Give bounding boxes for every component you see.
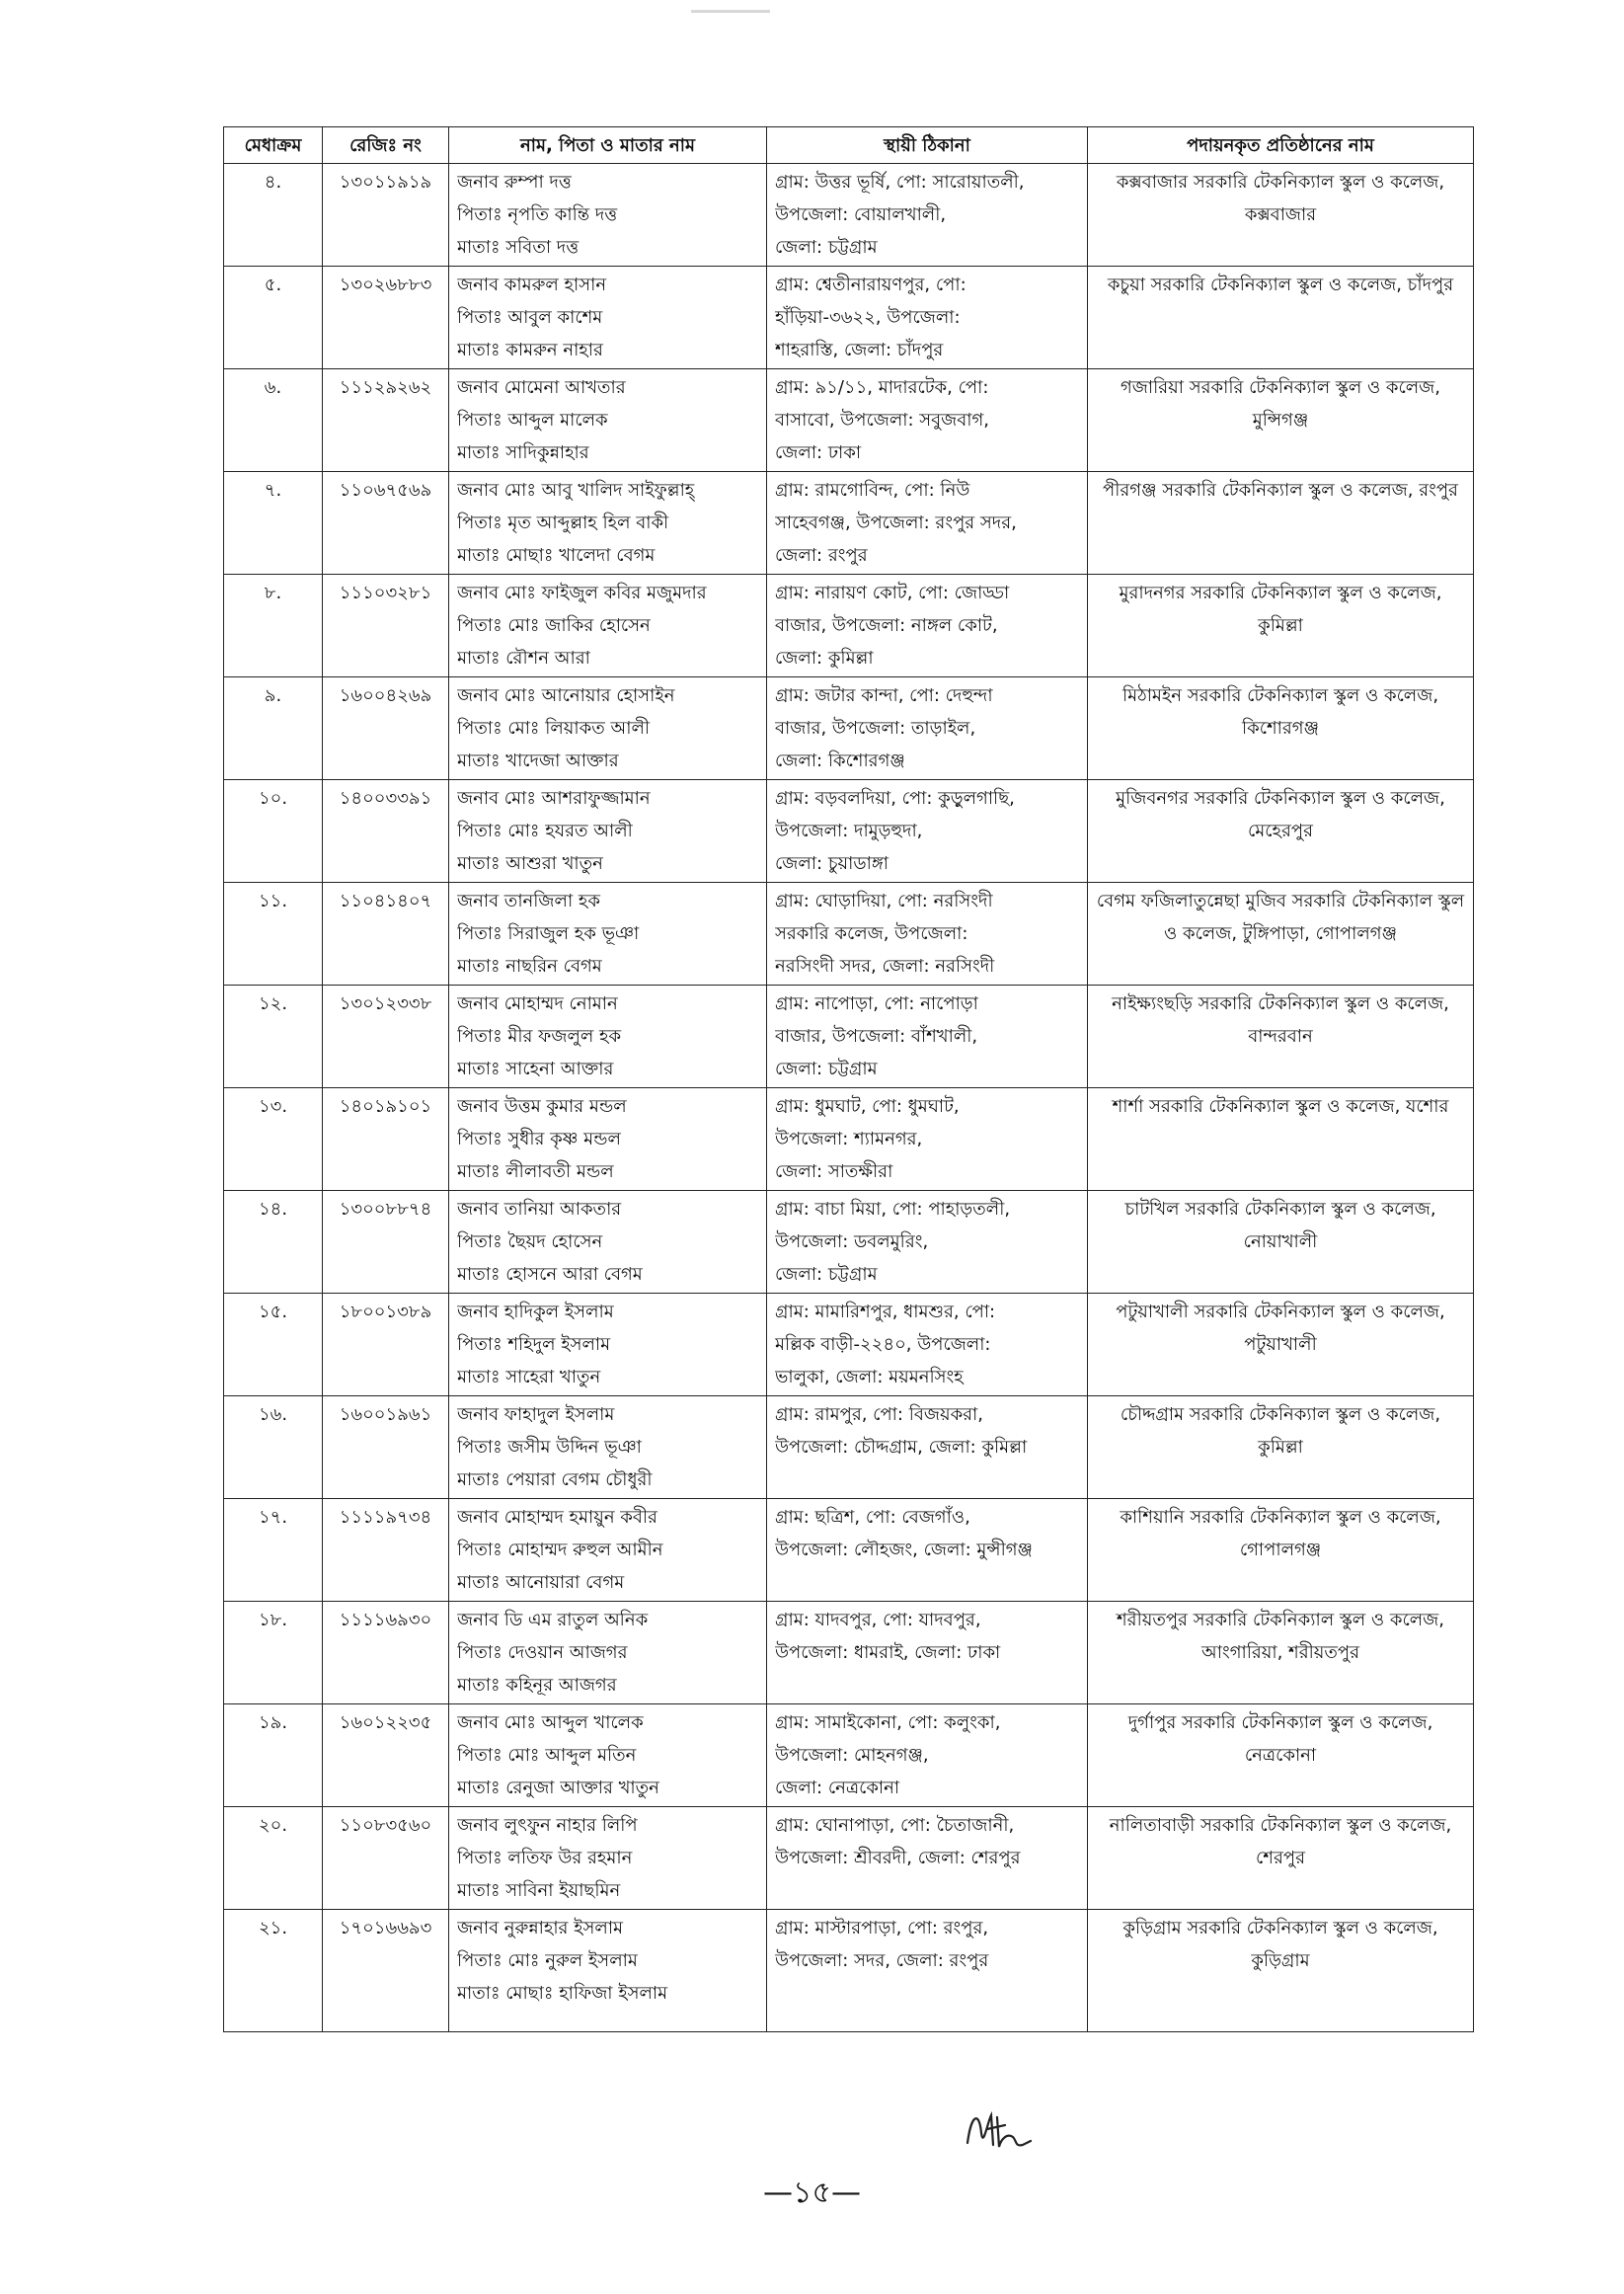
table-row <box>224 986 1474 1088</box>
address-cell <box>767 472 1088 575</box>
mother-name: মাতাঃ সাহেনা আক্তার <box>457 1059 614 1079</box>
registration-cell: ১৬০০৪২৬৯ <box>323 677 449 780</box>
address-cell <box>767 780 1088 883</box>
address-line: উপজেলা: দামুড়হুদা, <box>775 821 923 841</box>
table-row <box>224 1602 1474 1704</box>
candidate-name: জনাব মোঃ আশরাফুজ্জামান <box>457 788 651 809</box>
address-line: জেলা: চট্টগ্রাম <box>775 237 878 258</box>
father-name: পিতাঃ দেওয়ান আজগর <box>457 1642 628 1663</box>
address-line: ভালুকা, জেলা: ময়মনসিংহ <box>775 1367 964 1387</box>
father-name: পিতাঃ লতিফ উর রহমান <box>457 1848 633 1868</box>
address-line: গ্রাম: নাপোড়া, পো: নাপোড়া <box>775 993 978 1014</box>
table-row <box>224 883 1474 986</box>
table-header-row <box>224 127 1474 164</box>
name-cell <box>449 677 767 780</box>
candidate-name: জনাব তানজিলা হক <box>457 891 600 911</box>
father-name: পিতাঃ মীর ফজলুল হক <box>457 1026 622 1047</box>
institution-cell: চৌদ্দগ্রাম সরকারি টেকনিক্যাল স্কুল ও কলেজ, কুমিল্লা <box>1088 1396 1474 1499</box>
candidate-name: জনাব মোঃ ফাইজুল কবির মজুমদার <box>457 583 707 603</box>
institution-cell: দুর্গাপুর সরকারি টেকনিক্যাল স্কুল ও কলেজ, নেত্রকোনা <box>1088 1704 1474 1807</box>
header-posted-institution: পদায়নকৃত প্রতিষ্ঠানের নাম <box>1088 127 1474 164</box>
institution-cell: নাইক্ষ্যংছড়ি সরকারি টেকনিক্যাল স্কুল ও কলেজ, বান্দরবান <box>1088 986 1474 1088</box>
mother-name: মাতাঃ আনোয়ারা বেগম <box>457 1572 625 1593</box>
address-line: উপজেলা: শ্যামনগর, <box>775 1129 923 1149</box>
address-line: গ্রাম: বাচা মিয়া, পো: পাহাড়তলী, <box>775 1199 1011 1220</box>
registration-cell: ১৩০০৮৮৭৪ <box>323 1191 449 1294</box>
serial-cell: ৮. <box>224 575 323 677</box>
institution-cell: কচুয়া সরকারি টেকনিক্যাল স্কুল ও কলেজ, চাঁদপুর <box>1088 267 1474 369</box>
address-line: জেলা: ঢাকা <box>775 442 862 463</box>
address-line: গ্রাম: ছত্রিশ, পো: বেজগাঁও, <box>775 1507 970 1528</box>
name-cell <box>449 164 767 267</box>
serial-cell: ৭. <box>224 472 323 575</box>
candidate-name: জনাব রুম্পা দত্ত <box>457 172 572 193</box>
table-row <box>224 1396 1474 1499</box>
address-line: গ্রাম: রামপুর, পো: বিজয়করা, <box>775 1404 983 1425</box>
candidate-name: জনাব নুরুন্নাহার ইসলাম <box>457 1918 624 1938</box>
father-name: পিতাঃ মোঃ লিয়াকত আলী <box>457 718 651 739</box>
institution-cell: শার্শা সরকারি টেকনিক্যাল স্কুল ও কলেজ, যশোর <box>1088 1088 1474 1191</box>
address-line: জেলা: কুমিল্লা <box>775 648 874 669</box>
address-line: গ্রাম: ঘোড়াদিয়া, পো: নরসিংদী <box>775 891 993 911</box>
serial-cell: ১৬. <box>224 1396 323 1499</box>
name-cell <box>449 1602 767 1704</box>
address-line: হাঁড়িয়া-৩৬২২, উপজেলা: <box>775 307 961 328</box>
address-line: উপজেলা: ধামরাই, জেলা: ঢাকা <box>775 1642 1001 1663</box>
table-row <box>224 1499 1474 1602</box>
address-line: উপজেলা: ডবলমুরিং, <box>775 1231 929 1252</box>
name-cell <box>449 883 767 986</box>
address-line: উপজেলা: সদর, জেলা: রংপুর <box>775 1950 989 1971</box>
registration-cell: ১১১১৬৯৩০ <box>323 1602 449 1704</box>
registration-cell: ১৪০১৯১০১ <box>323 1088 449 1191</box>
address-cell <box>767 1088 1088 1191</box>
table-row <box>224 267 1474 369</box>
address-line: গ্রাম: সামাইকোনা, পো: কলুংকা, <box>775 1712 1001 1733</box>
table-row <box>224 1807 1474 1910</box>
address-line: জেলা: চট্টগ্রাম <box>775 1264 878 1285</box>
serial-cell: ৫. <box>224 267 323 369</box>
candidate-name: জনাব ডি এম রাতুল অনিক <box>457 1610 649 1630</box>
serial-cell: ১৭. <box>224 1499 323 1602</box>
name-cell <box>449 369 767 472</box>
serial-cell: ১২. <box>224 986 323 1088</box>
registration-cell: ১৮০০১৩৮৯ <box>323 1294 449 1396</box>
address-line: উপজেলা: চৌদ্দগ্রাম, জেলা: কুমিল্লা <box>775 1437 1028 1458</box>
mother-name: মাতাঃ রৌশন আরা <box>457 648 590 669</box>
father-name: পিতাঃ সিরাজুল হক ভূঞা <box>457 923 640 944</box>
merit-list-table <box>223 126 1474 2032</box>
institution-cell: কক্সবাজার সরকারি টেকনিক্যাল স্কুল ও কলেজ, কক্সবাজার <box>1088 164 1474 267</box>
name-cell <box>449 1910 767 2032</box>
address-cell <box>767 164 1088 267</box>
serial-cell: ৯. <box>224 677 323 780</box>
address-line: জেলা: কিশোরগঞ্জ <box>775 751 905 771</box>
registration-cell: ১৭০১৬৬৯৩ <box>323 1910 449 2032</box>
address-line: জেলা: সাতক্ষীরা <box>775 1161 893 1182</box>
registration-cell: ১৬০০১৯৬১ <box>323 1396 449 1499</box>
institution-cell: শরীয়তপুর সরকারি টেকনিক্যাল স্কুল ও কলেজ, আংগারিয়া, শরীয়তপুর <box>1088 1602 1474 1704</box>
father-name: পিতাঃ আবুল কাশেম <box>457 307 603 328</box>
registration-cell: ১৪০০৩৩৯১ <box>323 780 449 883</box>
address-cell <box>767 1396 1088 1499</box>
serial-cell: ৬. <box>224 369 323 472</box>
father-name: পিতাঃ শহিদুল ইসলাম <box>457 1334 611 1355</box>
registration-cell: ১১১২৯২৬২ <box>323 369 449 472</box>
name-cell <box>449 986 767 1088</box>
father-name: পিতাঃ মোঃ হযরত আলী <box>457 821 633 841</box>
address-line: গ্রাম: মাস্টারপাড়া, পো: রংপুর, <box>775 1918 989 1938</box>
father-name: পিতাঃ মোঃ নুরুল ইসলাম <box>457 1950 638 1971</box>
mother-name: মাতাঃ সাদিকুন্নাহার <box>457 442 589 463</box>
candidate-name: জনাব ফাহাদুল ইসলাম <box>457 1404 615 1425</box>
name-cell <box>449 780 767 883</box>
father-name: পিতাঃ মোহাম্মদ রুহুল আমীন <box>457 1540 663 1560</box>
father-name: পিতাঃ ছৈয়দ হোসেন <box>457 1231 603 1252</box>
address-cell <box>767 267 1088 369</box>
mother-name: মাতাঃ নাছরিন বেগম <box>457 956 602 977</box>
institution-cell: পটুয়াখালী সরকারি টেকনিক্যাল স্কুল ও কলেজ, পটুয়াখালী <box>1088 1294 1474 1396</box>
page-number: —১৫— <box>763 2175 861 2210</box>
address-line: গ্রাম: শ্বেতীনারায়ণপুর, পো: <box>775 275 967 295</box>
signature-mark <box>958 2103 1037 2163</box>
institution-cell: গজারিয়া সরকারি টেকনিক্যাল স্কুল ও কলেজ, মুন্সিগঞ্জ <box>1088 369 1474 472</box>
mother-name: মাতাঃ কহিনূর আজগর <box>457 1675 617 1696</box>
table-row <box>224 575 1474 677</box>
candidate-name: জনাব কামরুল হাসান <box>457 275 607 295</box>
mother-name: মাতাঃ লীলাবতী মন্ডল <box>457 1161 614 1182</box>
registration-cell: ১১০৬৭৫৬৯ <box>323 472 449 575</box>
name-cell <box>449 1807 767 1910</box>
serial-cell: ১৪. <box>224 1191 323 1294</box>
address-cell <box>767 1704 1088 1807</box>
address-line: উপজেলা: শ্রীবরদী, জেলা: শেরপুর <box>775 1848 1021 1868</box>
address-line: গ্রাম: নারায়ণ কোট, পো: জোড্ডা <box>775 583 1010 603</box>
institution-cell: নালিতাবাড়ী সরকারি টেকনিক্যাল স্কুল ও কলেজ, শেরপুর <box>1088 1807 1474 1910</box>
address-cell <box>767 1191 1088 1294</box>
mother-name: মাতাঃ সবিতা দত্ত <box>457 237 580 258</box>
candidate-name: জনাব মোঃ আব্দুল খালেক <box>457 1712 644 1733</box>
institution-cell: পীরগঞ্জ সরকারি টেকনিক্যাল স্কুল ও কলেজ, রংপুর <box>1088 472 1474 575</box>
mother-name: মাতাঃ খাদেজা আক্তার <box>457 751 619 771</box>
address-cell <box>767 677 1088 780</box>
serial-cell: ২১. <box>224 1910 323 2032</box>
name-cell <box>449 1191 767 1294</box>
institution-cell: বেগম ফজিলাতুন্নেছা মুজিব সরকারি টেকনিক্যাল স্কুল ও কলেজ, টুঙ্গিপাড়া, গোপালগঞ্জ <box>1088 883 1474 986</box>
address-line: গ্রাম: মামারিশপুর, ধামশুর, পো: <box>775 1302 996 1322</box>
address-line: জেলা: রংপুর <box>775 545 868 566</box>
mother-name: মাতাঃ সাবিনা ইয়াছমিন <box>457 1880 621 1901</box>
institution-cell: কাশিয়ানি সরকারি টেকনিক্যাল স্কুল ও কলেজ, গোপালগঞ্জ <box>1088 1499 1474 1602</box>
institution-cell: মিঠামইন সরকারি টেকনিক্যাল স্কুল ও কলেজ, কিশোরগঞ্জ <box>1088 677 1474 780</box>
mother-name: মাতাঃ মোছাঃ খালেদা বেগম <box>457 545 656 566</box>
address-line: নরসিংদী সদর, জেলা: নরসিংদী <box>775 956 995 977</box>
address-line: গ্রাম: ৯১/১১, মাদারটেক, পো: <box>775 377 989 398</box>
institution-cell: চাটখিল সরকারি টেকনিক্যাল স্কুল ও কলেজ, নোয়াখালী <box>1088 1191 1474 1294</box>
address-cell <box>767 1499 1088 1602</box>
registration-cell: ১৩০১১৯১৯ <box>323 164 449 267</box>
registration-cell: ১১১১৯৭৩৪ <box>323 1499 449 1602</box>
header-name-parents: নাম, পিতা ও মাতার নাম <box>449 127 767 164</box>
registration-cell: ১৩০২৬৮৮৩ <box>323 267 449 369</box>
address-line: গ্রাম: রামগোবিন্দ, পো: নিউ <box>775 480 970 501</box>
address-line: জেলা: চট্টগ্রাম <box>775 1059 878 1079</box>
name-cell <box>449 1499 767 1602</box>
table-row <box>224 369 1474 472</box>
candidate-name: জনাব তানিয়া আকতার <box>457 1199 622 1220</box>
address-line: গ্রাম: ধুমঘাট, পো: ধুমঘাট, <box>775 1096 960 1117</box>
institution-cell: মুরাদনগর সরকারি টেকনিক্যাল স্কুল ও কলেজ, কুমিল্লা <box>1088 575 1474 677</box>
candidate-name: জনাব মোঃ আবু খালিদ সাইফুল্লাহ্ <box>457 480 695 501</box>
serial-cell: ১১. <box>224 883 323 986</box>
name-cell <box>449 1294 767 1396</box>
name-cell <box>449 472 767 575</box>
address-cell <box>767 575 1088 677</box>
address-line: বাসাবো, উপজেলা: সবুজবাগ, <box>775 410 990 431</box>
mother-name: মাতাঃ পেয়ারা বেগম চৌধুরী <box>457 1469 653 1490</box>
address-line: সাহেবগঞ্জ, উপজেলা: রংপুর সদর, <box>775 513 1017 533</box>
address-line: উপজেলা: বোয়ালখালী, <box>775 204 947 225</box>
candidate-name: জনাব হাদিকুল ইসলাম <box>457 1302 614 1322</box>
name-cell <box>449 1396 767 1499</box>
serial-cell: ১৫. <box>224 1294 323 1396</box>
address-line: বাজার, উপজেলা: বাঁশখালী, <box>775 1026 978 1047</box>
header-registration: রেজিঃ নং <box>323 127 449 164</box>
father-name: পিতাঃ জসীম উদ্দিন ভূঞা <box>457 1437 642 1458</box>
candidate-name: জনাব মোঃ আনোয়ার হোসাইন <box>457 685 675 706</box>
mother-name: মাতাঃ আশুরা খাতুন <box>457 853 603 874</box>
header-permanent-address: স্থায়ী ঠিকানা <box>767 127 1088 164</box>
address-line: গ্রাম: বড়বলদিয়া, পো: কুড়ুলগাছি, <box>775 788 1015 809</box>
address-cell <box>767 369 1088 472</box>
father-name: পিতাঃ মোঃ আব্দুল মতিন <box>457 1745 637 1766</box>
name-cell <box>449 575 767 677</box>
address-cell <box>767 1807 1088 1910</box>
table-row <box>224 1910 1474 2032</box>
address-cell <box>767 1294 1088 1396</box>
table-row <box>224 1191 1474 1294</box>
header-serial: মেধাক্রম <box>224 127 323 164</box>
serial-cell: ১৮. <box>224 1602 323 1704</box>
address-line: গ্রাম: জটার কান্দা, পো: দেহুন্দা <box>775 685 993 706</box>
candidate-name: জনাব মোহাম্মদ হমায়ুন কবীর <box>457 1507 657 1528</box>
table-body <box>224 164 1474 2032</box>
address-cell <box>767 986 1088 1088</box>
faint-top-mark <box>691 10 770 13</box>
table-row <box>224 1704 1474 1807</box>
father-name: পিতাঃ মৃত আব্দুল্লাহ হিল বাকী <box>457 513 669 533</box>
address-line: সরকারি কলেজ, উপজেলা: <box>775 923 968 944</box>
mother-name: মাতাঃ কামরুন নাহার <box>457 340 603 360</box>
address-line: বাজার, উপজেলা: নাঙ্গল কোট, <box>775 615 998 636</box>
mother-name: মাতাঃ রেনুজা আক্তার খাতুন <box>457 1778 659 1798</box>
registration-cell: ১১১০৩২৮১ <box>323 575 449 677</box>
table-row <box>224 472 1474 575</box>
address-line: গ্রাম: উত্তর ভূর্ষি, পো: সারোয়াতলী, <box>775 172 1025 193</box>
registration-cell: ১১০৪১৪০৭ <box>323 883 449 986</box>
address-line: জেলা: চুয়াডাঙ্গা <box>775 853 889 874</box>
father-name: পিতাঃ মোঃ জাকির হোসেন <box>457 615 651 636</box>
serial-cell: ২০. <box>224 1807 323 1910</box>
address-line: উপজেলা: মোহনগঞ্জ, <box>775 1745 929 1766</box>
candidate-name: জনাব লুৎফুন নাহার লিপি <box>457 1815 638 1836</box>
candidate-name: জনাব মোমেনা আখতার <box>457 377 626 398</box>
table-row <box>224 677 1474 780</box>
institution-cell: মুজিবনগর সরকারি টেকনিক্যাল স্কুল ও কলেজ, মেহেরপুর <box>1088 780 1474 883</box>
name-cell <box>449 267 767 369</box>
serial-cell: ৪. <box>224 164 323 267</box>
address-line: গ্রাম: যাদবপুর, পো: যাদবপুর, <box>775 1610 981 1630</box>
address-line: বাজার, উপজেলা: তাড়াইল, <box>775 718 976 739</box>
serial-cell: ১৯. <box>224 1704 323 1807</box>
address-cell <box>767 883 1088 986</box>
father-name: পিতাঃ সুধীর কৃষ্ণ মন্ডল <box>457 1129 621 1149</box>
candidate-name: জনাব উত্তম কুমার মন্ডল <box>457 1096 627 1117</box>
registration-cell: ১১০৮৩৫৬০ <box>323 1807 449 1910</box>
mother-name: মাতাঃ মোছাঃ হাফিজা ইসলাম <box>457 1983 668 2004</box>
address-cell <box>767 1910 1088 2032</box>
address-line: উপজেলা: লৌহজং, জেলা: মুন্সীগঞ্জ <box>775 1540 1033 1560</box>
table-row <box>224 1294 1474 1396</box>
father-name: পিতাঃ নৃপতি কান্তি দত্ত <box>457 204 618 225</box>
registration-cell: ১৩০১২৩৩৮ <box>323 986 449 1088</box>
address-line: শাহরাস্তি, জেলা: চাঁদপুর <box>775 340 944 360</box>
serial-cell: ১৩. <box>224 1088 323 1191</box>
mother-name: মাতাঃ হোসনে আরা বেগম <box>457 1264 643 1285</box>
serial-cell: ১০. <box>224 780 323 883</box>
mother-name: মাতাঃ সাহেরা খাতুন <box>457 1367 601 1387</box>
name-cell <box>449 1704 767 1807</box>
table-row <box>224 1088 1474 1191</box>
registration-cell: ১৬০১২২৩৫ <box>323 1704 449 1807</box>
table-row <box>224 164 1474 267</box>
institution-cell: কুড়িগ্রাম সরকারি টেকনিক্যাল স্কুল ও কলেজ, কুড়িগ্রাম <box>1088 1910 1474 2032</box>
candidate-name: জনাব মোহাম্মদ নোমান <box>457 993 618 1014</box>
father-name: পিতাঃ আব্দুল মালেক <box>457 410 608 431</box>
address-line: গ্রাম: ঘোনাপাড়া, পো: চৈতাজানী, <box>775 1815 1015 1836</box>
address-line: মল্লিক বাড়ী-২২৪০, উপজেলা: <box>775 1334 991 1355</box>
address-line: জেলা: নেত্রকোনা <box>775 1778 900 1798</box>
address-cell <box>767 1602 1088 1704</box>
name-cell <box>449 1088 767 1191</box>
table-row <box>224 780 1474 883</box>
